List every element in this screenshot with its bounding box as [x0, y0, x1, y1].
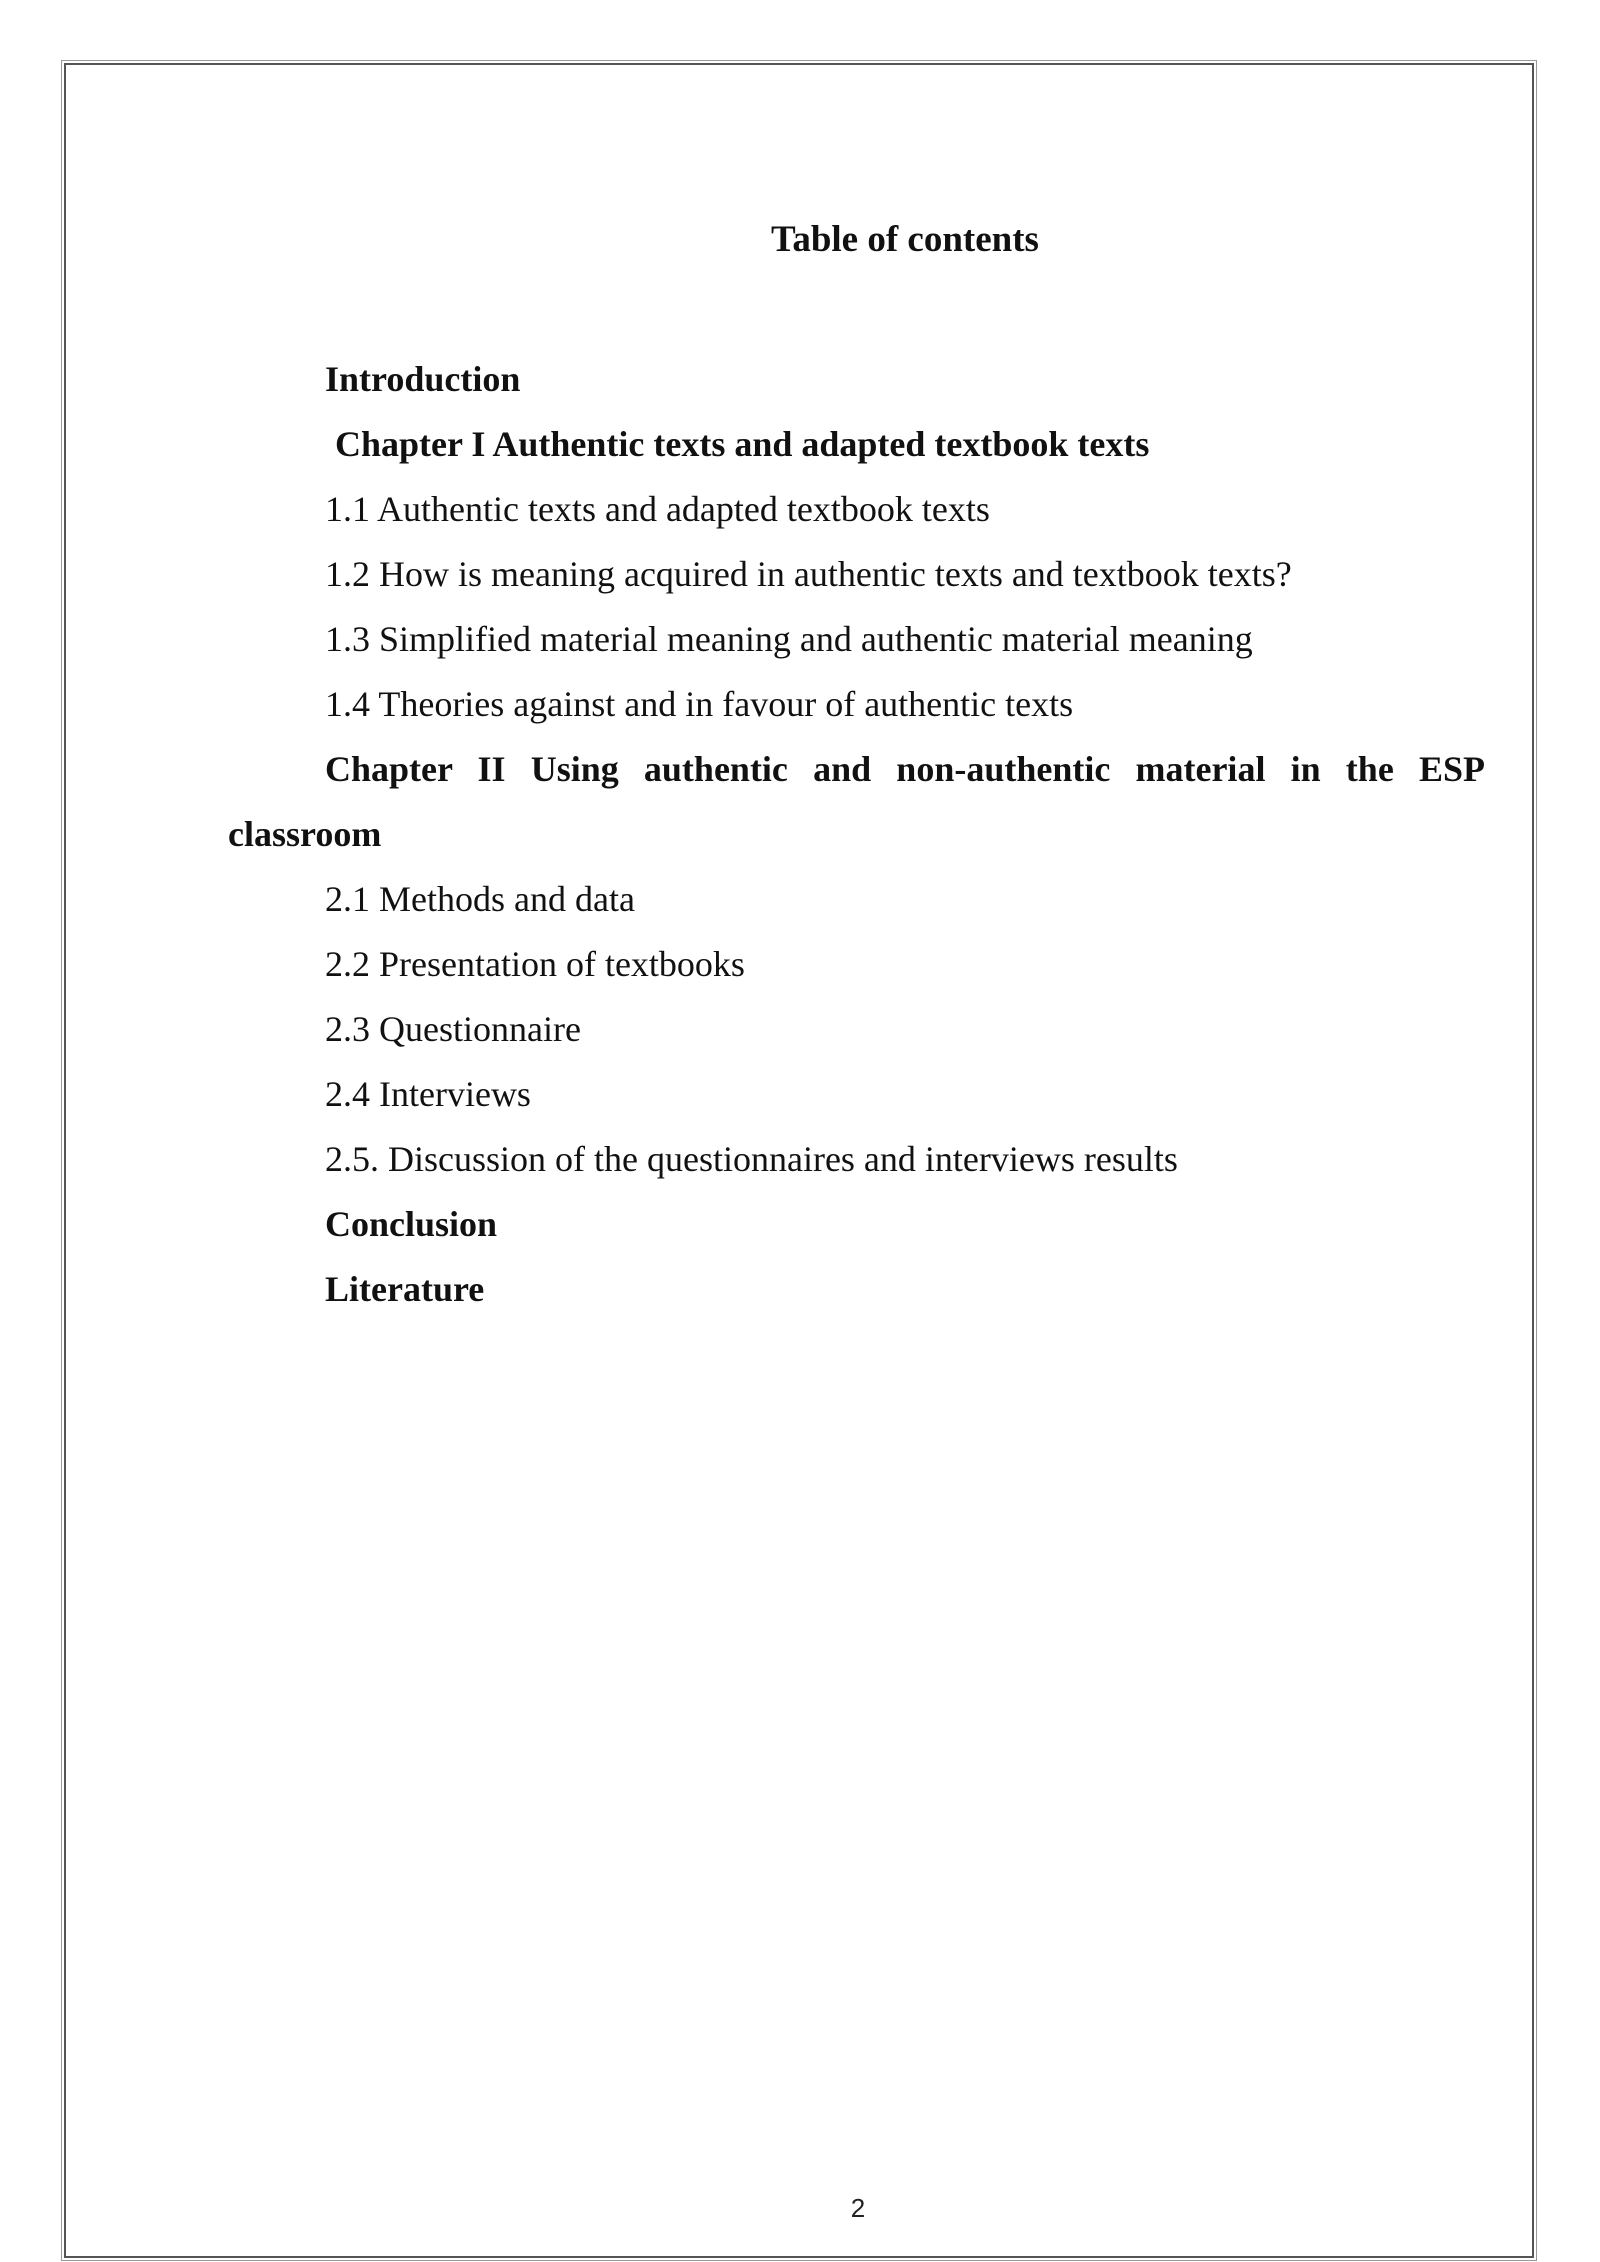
- toc-entry-chapter-1: Chapter I Authentic texts and adapted textbook texts: [335, 424, 1150, 464]
- toc-entry-2-1: 2.1 Methods and data: [325, 879, 635, 919]
- page-number: 2: [850, 2193, 866, 2223]
- toc-entry-1-2: 1.2 How is meaning acquired in authentic texts and textbook texts?: [325, 554, 1292, 594]
- toc-entry-1-1: 1.1 Authentic texts and adapted textbook texts: [325, 489, 990, 529]
- toc-entry-literature: Literature: [325, 1269, 485, 1309]
- toc-entry-1-4: 1.4 Theories against and in favour of authentic texts: [325, 684, 1074, 724]
- toc-entry-1-3: 1.3 Simplified material meaning and authentic material meaning: [325, 619, 1253, 659]
- toc-entry-2-4: 2.4 Interviews: [325, 1074, 531, 1114]
- toc-entry-2-2: 2.2 Presentation of textbooks: [325, 944, 745, 984]
- toc-entry-conclusion: Conclusion: [325, 1204, 498, 1244]
- toc-entry-chapter-2: Chapter II Using authentic and non-authentic material in the ESP classroom: [228, 749, 1485, 854]
- toc-entry-introduction: Introduction: [325, 359, 521, 399]
- toc-list: [228, 347, 1485, 1322]
- toc-entry-2-5: 2.5. Discussion of the questionnaires and interviews results: [325, 1139, 1178, 1179]
- toc-entry-2-3: 2.3 Questionnaire: [325, 1009, 581, 1049]
- toc-title: Table of contents: [771, 219, 1039, 260]
